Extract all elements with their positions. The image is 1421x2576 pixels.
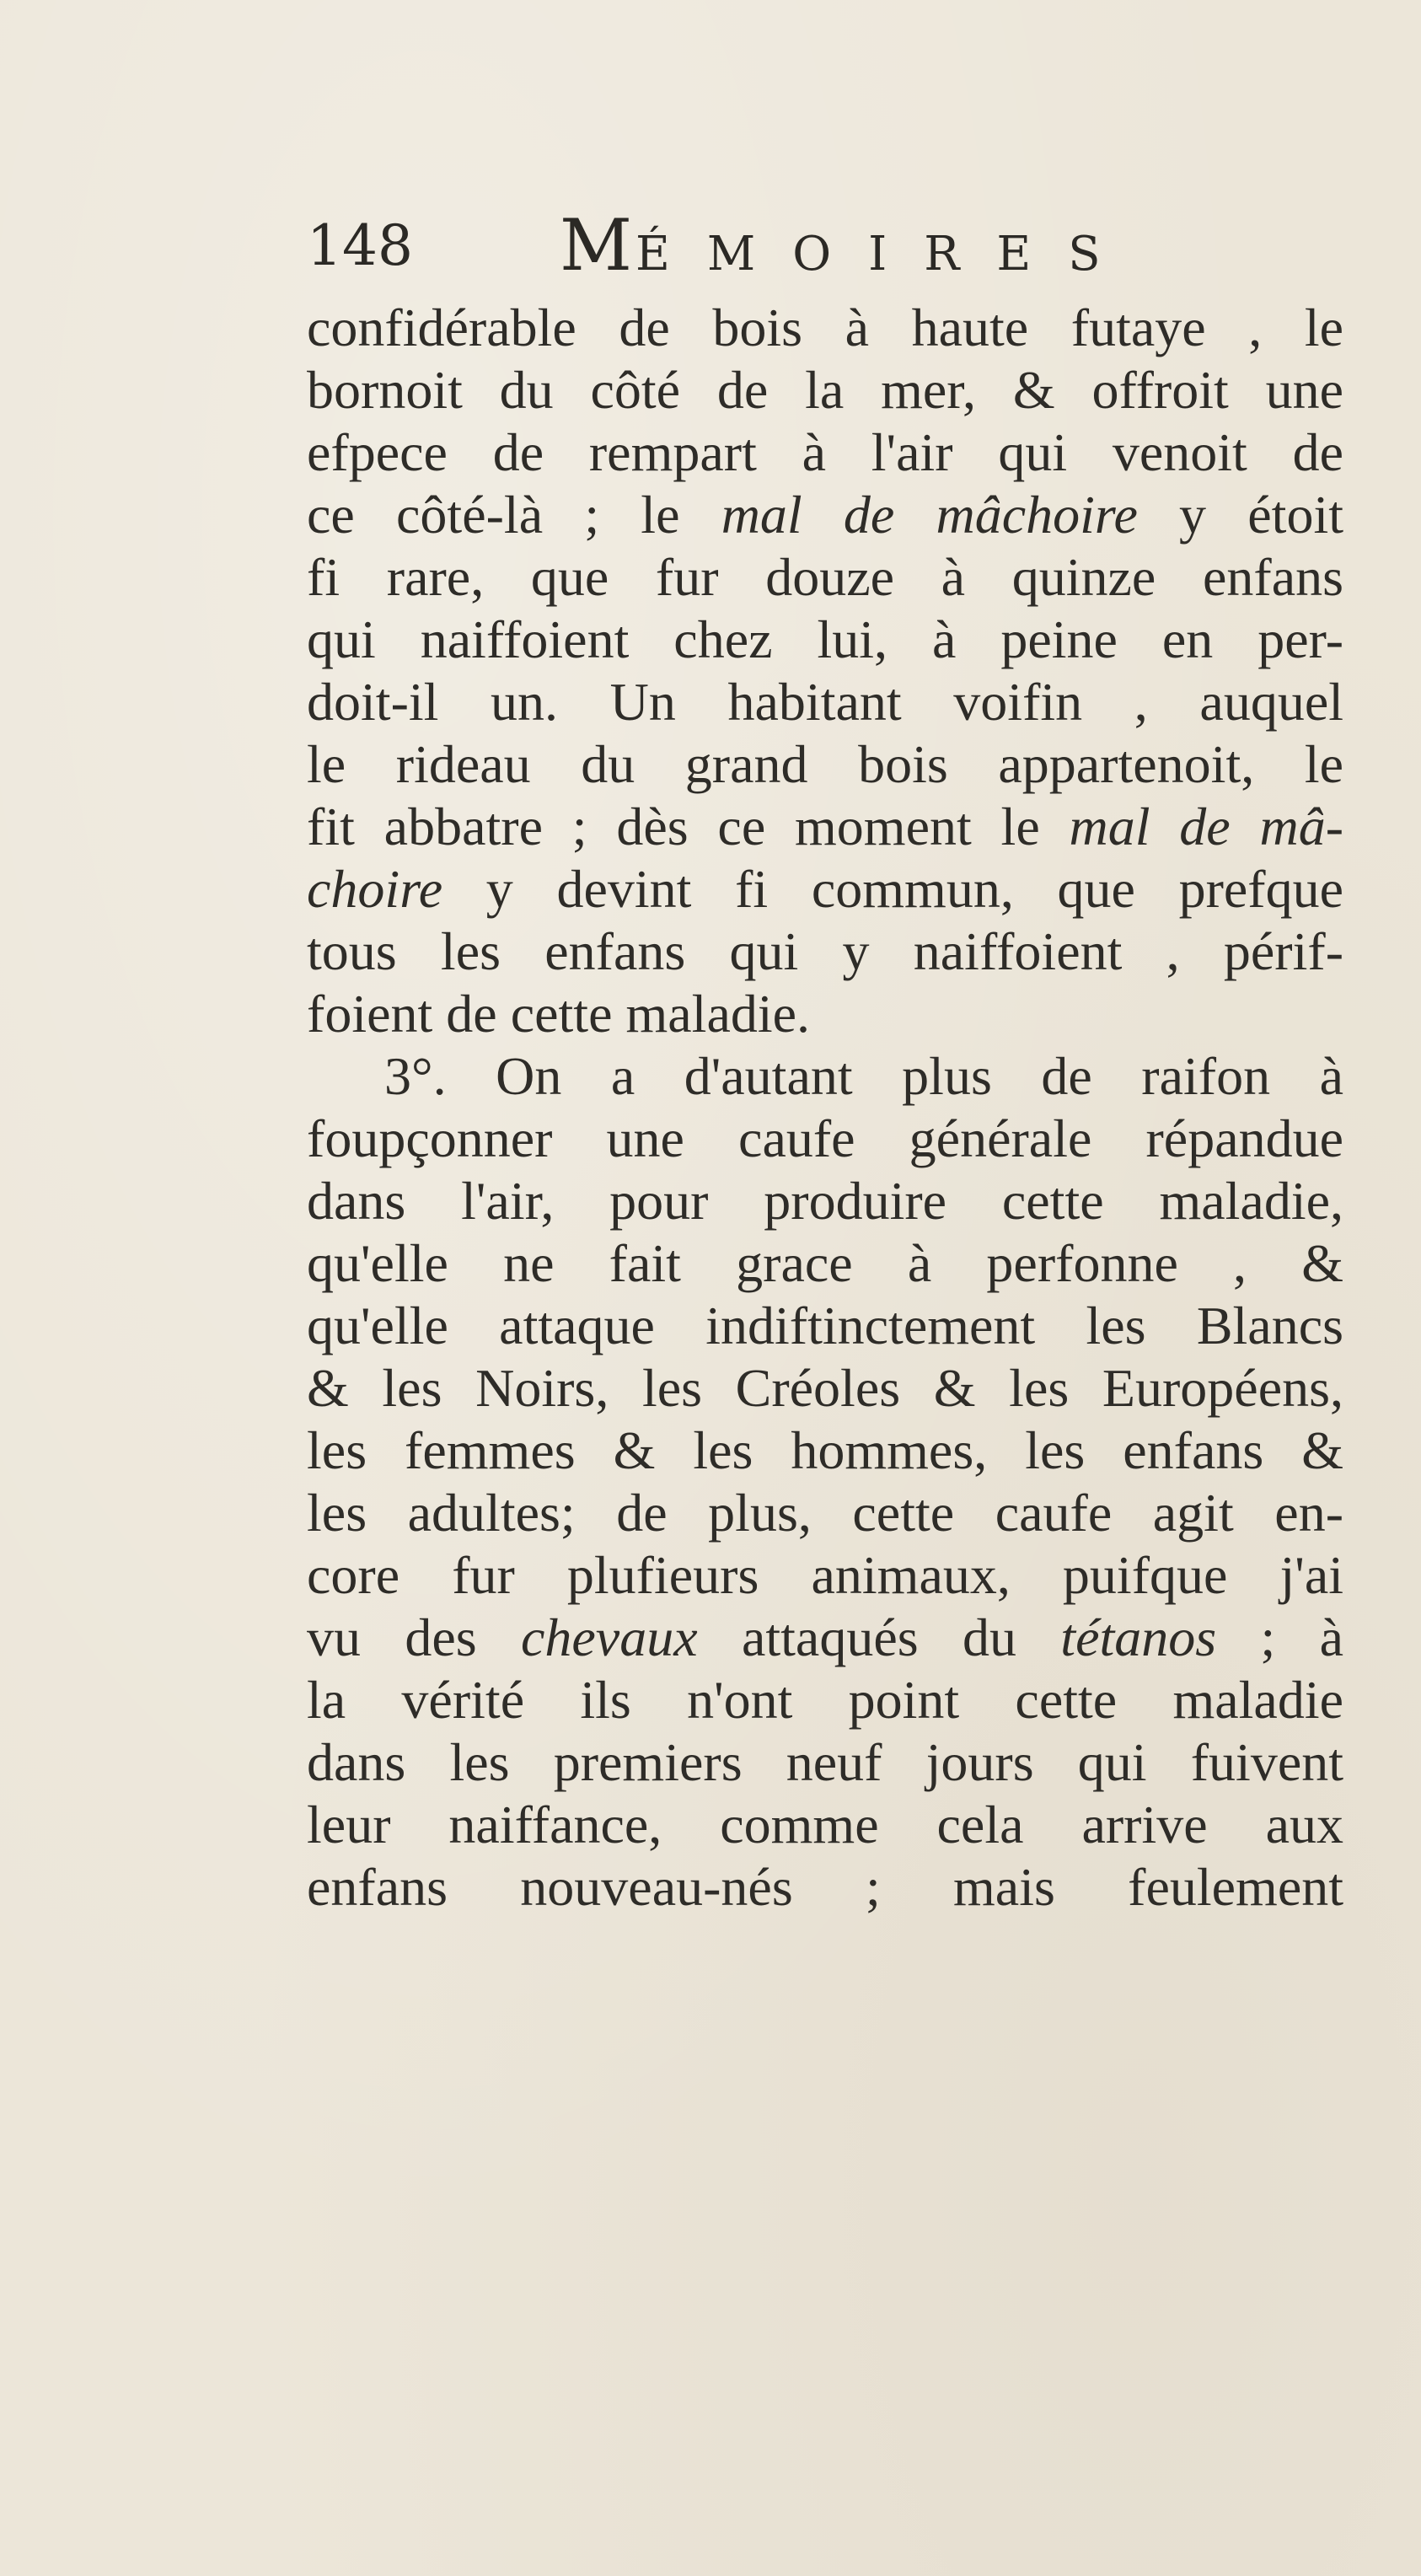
text-line: vu des chevaux attaqués du tétanos ; à	[307, 1607, 1344, 1667]
text-line: leur naiffance, comme cela arrive aux	[307, 1795, 1343, 1854]
text-line: la vérité ils n'ont point cette maladie	[307, 1670, 1343, 1730]
italic-term: choire	[307, 859, 443, 919]
text-line: les adultes; de plus, cette caufe agit en-	[307, 1483, 1343, 1543]
body-text	[307, 297, 1343, 1919]
text-line: fi rare, que fur douze à quinze enfans	[307, 547, 1343, 607]
text-line: enfans nouveau-nés ; mais feulement	[307, 1857, 1343, 1917]
text-line: tous les enfans qui y naiffoient , périf-	[307, 921, 1343, 981]
running-title-rest: ÉMOIRES	[635, 227, 1138, 282]
text-line: dans les premiers neuf jours qui fuivent	[307, 1732, 1343, 1792]
text-line: efpece de rempart à l'air qui venoit de	[307, 422, 1343, 482]
text-line: & les Noirs, les Créoles & les Européens,	[307, 1358, 1343, 1418]
text-line: foupçonner une caufe générale répandue	[307, 1108, 1343, 1168]
text-line: les femmes & les hommes, les enfans &	[307, 1420, 1343, 1480]
italic-term: tétanos	[1060, 1607, 1217, 1667]
text-line: 3°. On a d'autant plus de raifon à	[384, 1046, 1343, 1106]
text-line: qui naiffoient chez lui, à peine en per-	[307, 609, 1343, 669]
text-line: core fur plufieurs animaux, puifque j'ai	[307, 1545, 1343, 1605]
text-line: le rideau du grand bois appartenoit, le	[307, 734, 1343, 794]
text-line: ce côté-là ; le mal de mâchoire y étoit	[307, 485, 1343, 545]
running-head	[307, 204, 1150, 287]
text-line: confidérable de bois à haute futaye , le	[307, 298, 1343, 357]
text-line: doit-il un. Un habitant voifin , auquel	[307, 672, 1343, 732]
text-line: foient de cette maladie.	[307, 984, 811, 1044]
text-line: fit abbatre ; dès ce moment le mal de mâ-	[307, 797, 1343, 856]
text-line: bornoit du côté de la mer, & offroit une	[307, 360, 1343, 420]
italic-term: mal de mâchoire	[721, 485, 1138, 545]
text-line: qu'elle ne fait grace à perfonne , &	[307, 1233, 1343, 1293]
running-title	[560, 204, 1138, 291]
italic-term: chevaux	[520, 1607, 698, 1667]
text-line: dans l'air, pour produire cette maladie,	[307, 1171, 1343, 1231]
page-number: 148	[307, 213, 413, 278]
running-title-initial: M	[560, 204, 636, 287]
text-line: qu'elle attaque indiftinctement les Blancs	[307, 1296, 1343, 1355]
text-line: choire y devint fi commun, que prefque	[307, 859, 1343, 919]
italic-term: mal de mâ-	[1069, 797, 1343, 856]
